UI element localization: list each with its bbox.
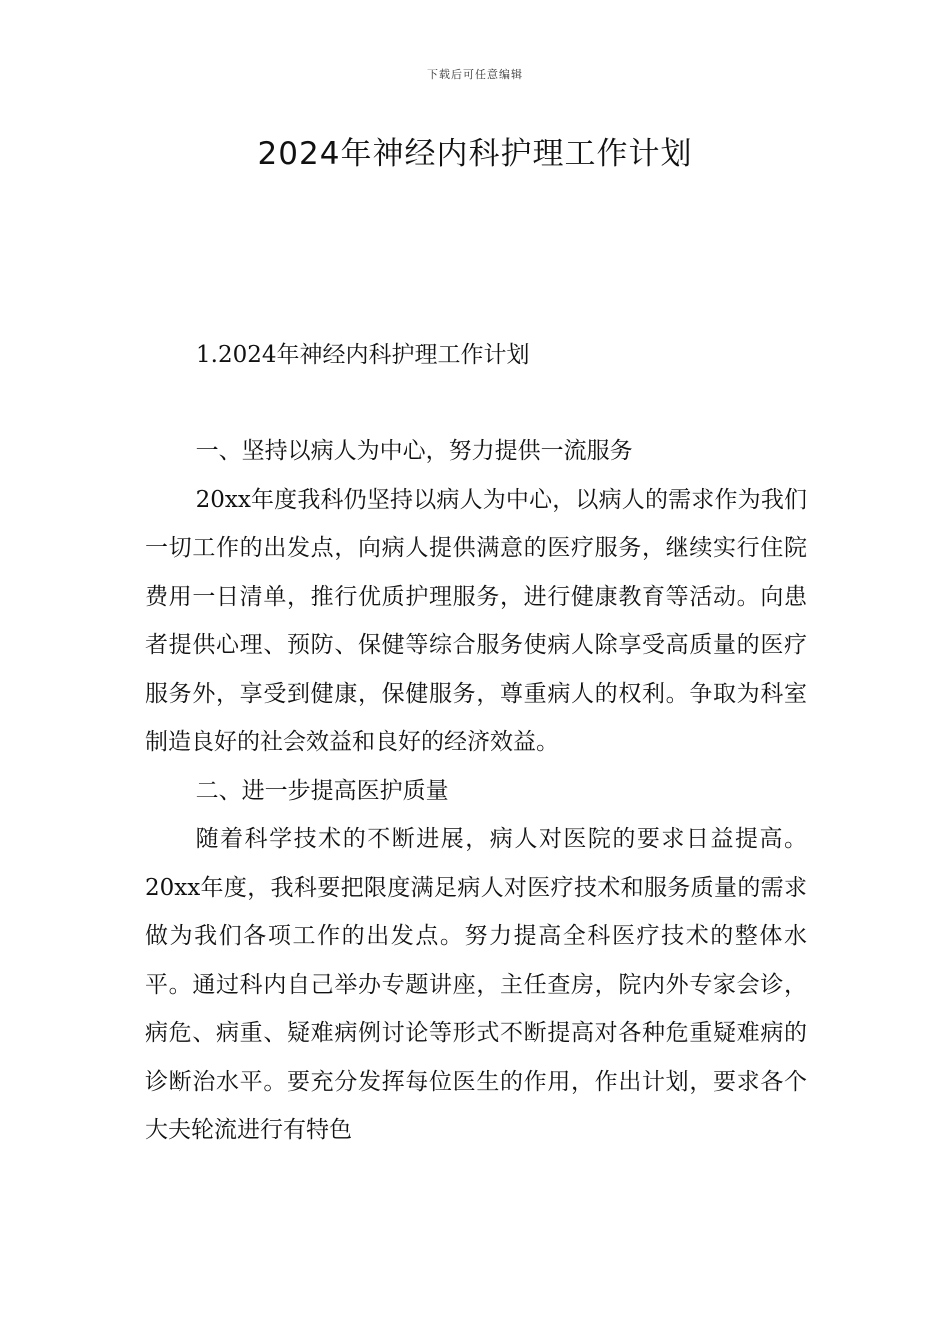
body-paragraph-2: 随着科学技术的不断进展，病人对医院的要求日益提高。20xx年度，我科要把限度满足病人对医疗技术和服务质量的需求做为我们各项工作的出发点。努力提高全科医疗技术的整体水平。通过科内自己举办专题讲座，主任查房，院内外专家会诊，病危、病重、疑难病例讨论等形式不断提高对各种危重疑难病的诊断治水平。要充分发挥每位医生的作用，作出计划，要求各个大夫轮流进行有特色 [145,826,807,1143]
section-heading-1: 一、坚持以病人为中心，努力提供一流服务 [195,438,633,464]
body-paragraph-1: 20xx年度我科仍坚持以病人为中心，以病人的需求作为我们一切工作的出发点，向病人提供满意的医疗服务，继续实行住院费用一日清单，推行优质护理服务，进行健康教育等活动。向患者提供心理、预防、保健等综合服务使病人除享受高质量的医疗服务外，享受到健康，保健服务，尊重病人的权利。争取为科室制造良好的社会效益和良好的经济效益。 [145,486,807,755]
document-title: 2024年神经内科护理工作计划 [257,136,693,172]
page-header-note: 下载后可任意编辑 [427,68,523,81]
section-heading-2: 二、进一步提高医护质量 [195,777,449,804]
document-body [145,427,807,1155]
section-number-title: 1.2024年神经内科护理工作计划 [196,342,530,368]
